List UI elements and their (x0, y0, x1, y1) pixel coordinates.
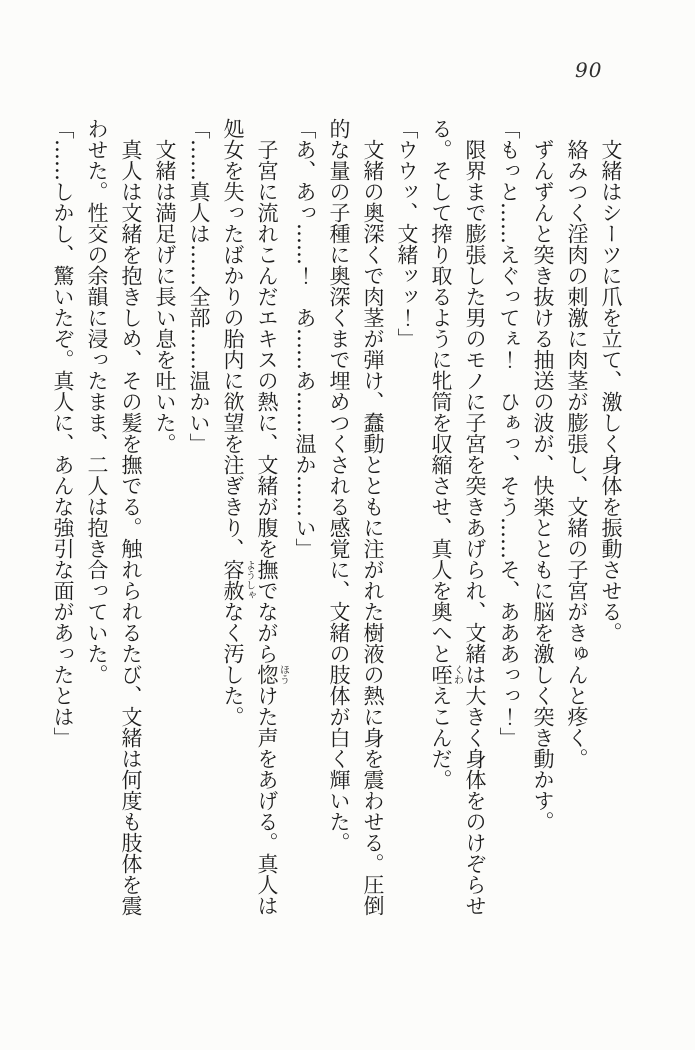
paragraph: 「もっと……えぐってぇ！ ひぁっ、そう……そ、あああっっ！」 (497, 118, 521, 748)
paragraph: 文緒はシーツに爪を立て、激しく身体を振動させる。 (599, 139, 623, 643)
paragraph: 絡みつく淫肉の刺激に肉茎が膨張し、文緒の子宮がきゅんと疼く。 (565, 139, 589, 769)
paragraph: ずんずんと突き抜ける抽送の波が、快楽とともに脳を激しく突き動かす。 (531, 139, 555, 832)
furigana-annotated-word: 容赦ようしゃ (221, 559, 255, 601)
page-number: 90 (575, 58, 603, 82)
paragraph: 「……しかし、驚いたぞ。真人に、あんな強引な面があったとは」 (51, 118, 75, 748)
paragraph: 文緒は満足げに長い息を吐いた。 (153, 139, 177, 454)
paragraph: 子宮に流れこんだエキスの熱に、文緒が腹を撫でながら惚ほうけた声をあげる。真人は処女を失ったばかりの胎内に欲望を注ぎきり、容赦ようしゃなく汚した。 (221, 118, 289, 916)
furigana-annotated-word: 惚ほう (255, 664, 289, 685)
paragraph: 「ウウッ、文緒ッッ！」 (395, 118, 419, 349)
paragraph: 「あ、あっ……！ あ……あ……温か……い」 (293, 118, 317, 559)
paragraph: 「……真人は……全部……温かい」 (187, 118, 211, 454)
paragraph: 文緒の奥深くで肉茎が弾け、蠢動とともに注がれた樹液の熱に身を震わせる。圧倒的な量の子種に奥深くまで埋めつくされる感覚に、文緒の肢体が白く輝いた。 (327, 118, 385, 916)
paragraph: 真人は文緒を抱きしめ、その髪を撫でる。触れられるたび、文緒は何度も肢体を震わせた。性交の余韻に浸ったまま、二人は抱き合っていた。 (85, 118, 143, 916)
furigana-annotated-word: 咥くわ (429, 664, 463, 685)
paragraph: 限界まで膨張した男のモノに子宮を突きあげられ、文緒は大きく身体をのけぞらせる。そして搾り取るように牝筒を収縮させ、真人を奥へと咥くわえこんだ。 (429, 118, 487, 916)
text-block (50, 118, 628, 918)
